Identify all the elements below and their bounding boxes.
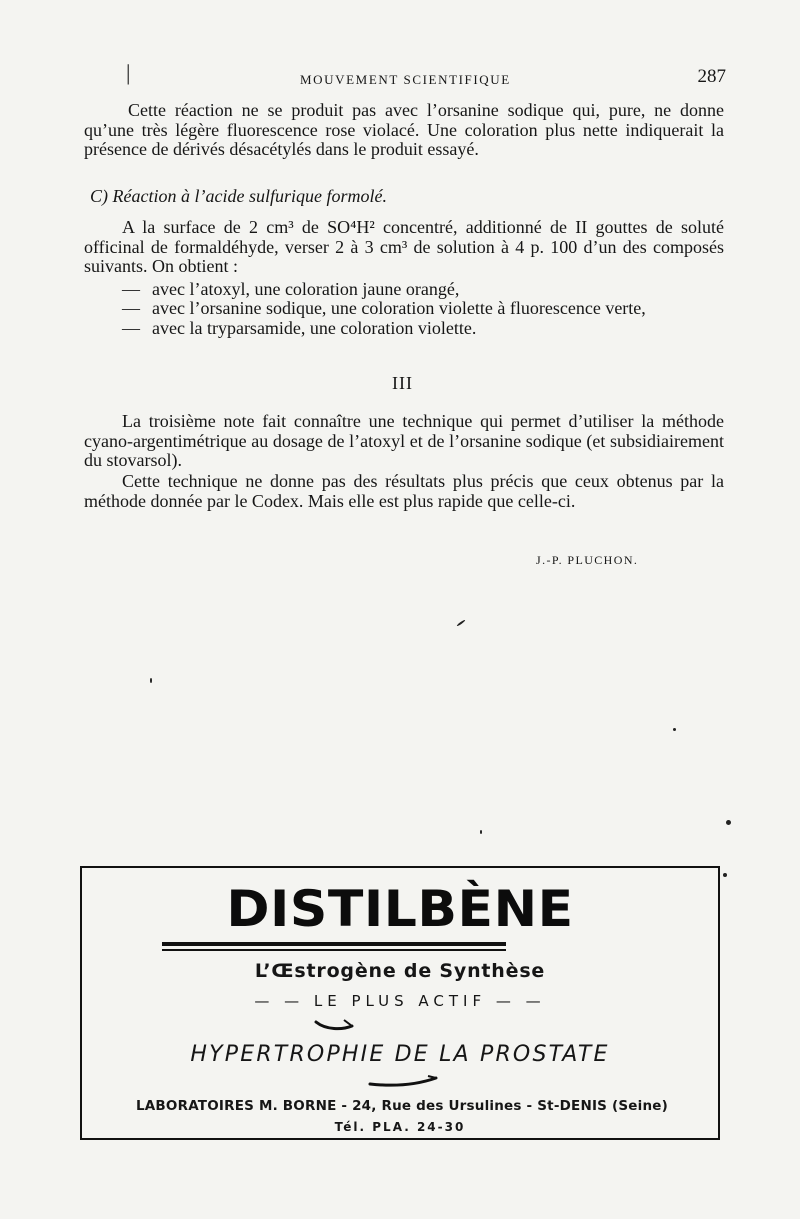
speck bbox=[456, 619, 465, 626]
list-item bbox=[122, 299, 724, 318]
ad-brand-name: DISTILBÈNE bbox=[226, 880, 574, 938]
list-dash: — bbox=[122, 279, 140, 299]
ad-rule-thick bbox=[162, 942, 506, 946]
list-item bbox=[122, 280, 724, 299]
ad-tagline: L’Œstrogène de Synthèse bbox=[254, 960, 546, 982]
running-title: MOUVEMENT SCIENTIFIQUE bbox=[300, 72, 511, 87]
paragraph-fluorescence: Cette réaction ne se produit pas avec l’orsanine sodique qui, pure, ne donne qu’une très légère fluorescence rose violacé. Une coloration plus nette indiquerait la présence de dérivés désacétylés dans le produit essayé. bbox=[84, 100, 724, 160]
speck bbox=[723, 873, 727, 877]
paragraph-technique: Cette technique ne donne pas des résultats plus précis que ceux obtenus par la méthode donnée par le Codex. Mais elle est plus rapide que celle-ci. bbox=[84, 471, 724, 511]
author-signature: J.-P. PLUCHON. bbox=[536, 553, 639, 567]
speck bbox=[150, 678, 152, 683]
ad-telephone: Tél. PLA. 24-30 bbox=[334, 1120, 466, 1134]
speck bbox=[726, 820, 731, 825]
page-number: 287 bbox=[697, 66, 726, 87]
ad-rule-thin bbox=[162, 949, 506, 951]
speck bbox=[480, 830, 482, 834]
list-item-text: avec la tryparsamide, une coloration violette. bbox=[152, 317, 477, 338]
swash-ornament bbox=[314, 1018, 354, 1032]
speck bbox=[673, 728, 676, 731]
list-dash: — bbox=[122, 298, 140, 319]
list-item-text: avec l’atoxyl, une coloration jaune orangé, bbox=[152, 279, 460, 299]
list-item bbox=[122, 319, 724, 338]
ad-subtitle: — — LE PLUS ACTIF — — bbox=[254, 992, 546, 1010]
result-list bbox=[122, 280, 724, 338]
running-header bbox=[0, 60, 800, 88]
paragraph-procedure: A la surface de 2 cm³ de SO⁴H² concentré, additionné de II gouttes de soluté officinal de formaldéhyde, verser 2 à 3 cm³ de solution à 4 p. 100 d’un des composés suivants. On obtient : bbox=[84, 217, 724, 277]
ad-laboratory-address: LABORATOIRES M. BORNE - 24, Rue des Ursulines - St-DENIS (Seine) bbox=[135, 1098, 669, 1114]
paragraph-third-note: La troisième note fait connaître une technique qui permet d’utiliser la méthode cyano-argentimétrique au dosage de l’atoxyl et de l’orsanine sodique (et subsidiairement du stovarsol). bbox=[84, 411, 724, 471]
section-number: III bbox=[392, 373, 413, 393]
ad-indication: HYPERTROPHIE DE LA PROSTATE bbox=[190, 1042, 610, 1067]
list-dash: — bbox=[122, 317, 140, 338]
margin-mark: | bbox=[126, 60, 131, 85]
list-item-text: avec l’orsanine sodique, une coloration violette à fluorescence verte, bbox=[152, 298, 646, 319]
distilbene-advertisement bbox=[80, 866, 720, 1140]
swash-ornament bbox=[368, 1074, 438, 1088]
subheading-reaction-c: C) Réaction à l’acide sulfurique formolé. bbox=[90, 186, 387, 206]
